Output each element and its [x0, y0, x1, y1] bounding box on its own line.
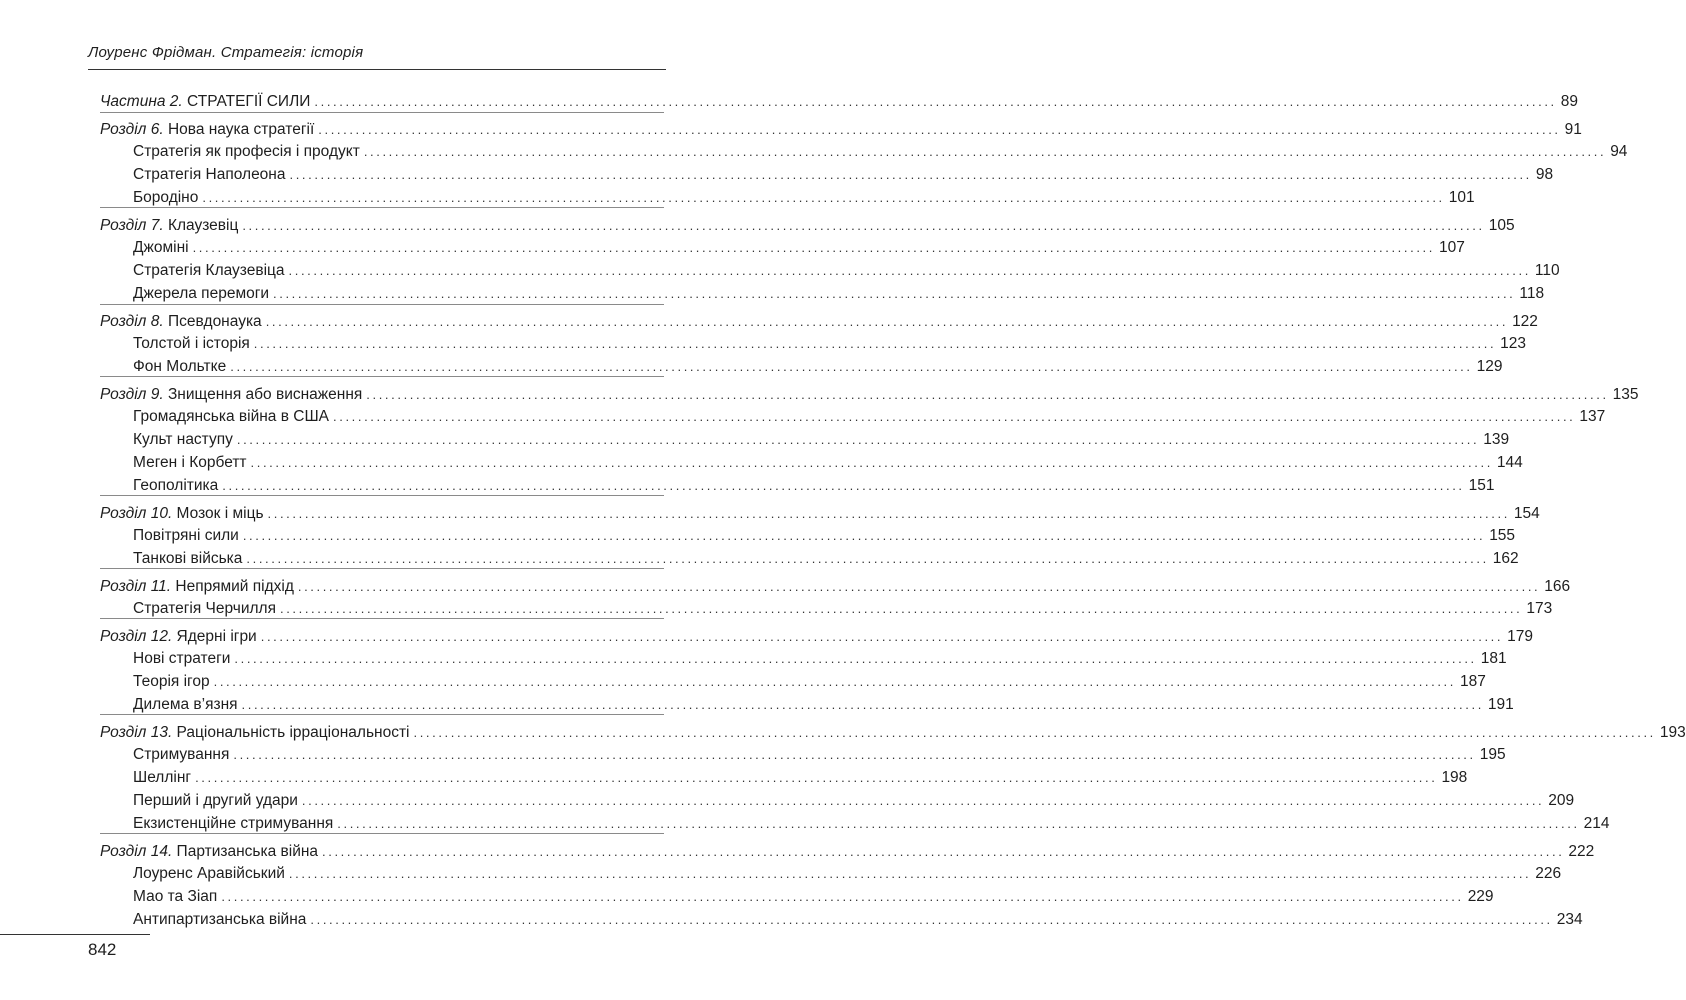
toc-entry-title	[133, 909, 306, 931]
toc-dot-leader: ........................................................................................................................................................................................................	[314, 94, 1557, 109]
toc-entry-page: 187	[1459, 673, 1486, 690]
toc-entry-page: 98	[1535, 166, 1554, 183]
toc-entry-page: 234	[1556, 911, 1583, 928]
toc-entry-page: 123	[1500, 335, 1527, 352]
toc-entry-label: Частина 2.	[100, 93, 183, 110]
toc-entry[interactable]	[100, 503, 1540, 525]
toc-entry-text: Екзистенційне стримування	[133, 815, 334, 832]
toc-dot-leader: ........................................................................................................................................................................................................	[333, 409, 1576, 424]
toc-dot-leader: ........................................................................................................................................................................................................	[363, 144, 1607, 159]
toc-entry-title	[133, 598, 276, 620]
toc-entry[interactable]	[133, 187, 1475, 209]
toc-entry-text: Нові стратеги	[133, 650, 231, 667]
toc-entry[interactable]	[133, 452, 1523, 474]
toc-entry-label: Розділ 14.	[100, 843, 173, 860]
toc-entry[interactable]	[133, 283, 1545, 305]
toc-entry-label: Розділ 13.	[100, 724, 173, 741]
toc-entry-text: Дилема в’язня	[133, 696, 238, 713]
toc-entry-title	[133, 452, 247, 474]
toc-entry-page: 191	[1487, 696, 1514, 713]
toc-entry-text: Антипартизанська війна	[133, 911, 307, 928]
toc-dot-leader: ........................................................................................................................................................................................................	[253, 336, 1497, 351]
toc-dot-leader: ........................................................................................................................................................................................................	[273, 286, 1516, 301]
toc-entry-text: СТРАТЕГІЇ СИЛИ	[182, 93, 311, 110]
toc-entry[interactable]	[133, 886, 1494, 908]
toc-dot-leader: ........................................................................................................................................................................................................	[289, 167, 1532, 182]
toc-entry-page: 155	[1489, 527, 1516, 544]
toc-entry-page: 89	[1560, 93, 1579, 110]
toc-entry-page: 101	[1448, 189, 1475, 206]
toc-dot-leader: ........................................................................................................................................................................................................	[301, 793, 1545, 808]
toc-entry-text: Перший і другий удари	[133, 792, 298, 809]
toc-entry[interactable]	[133, 525, 1516, 547]
toc-entry-text: Знищення або виснаження	[163, 386, 363, 403]
toc-entry-title	[100, 215, 238, 237]
toc-entry-text: Партизанська війна	[172, 843, 319, 860]
toc-dot-leader: ........................................................................................................................................................................................................	[413, 725, 1656, 740]
toc-entry[interactable]	[133, 260, 1560, 282]
toc-entry-page: 162	[1492, 550, 1519, 567]
toc-entry-title	[133, 260, 285, 282]
toc-entry-title	[100, 576, 294, 598]
toc-entry-title	[133, 283, 269, 305]
toc-entry-text: Джоміні	[133, 239, 189, 256]
toc-entry-text: Стратегія Клаузевіца	[133, 262, 285, 279]
toc-entry[interactable]	[133, 813, 1610, 835]
toc-entry-title	[133, 141, 360, 163]
toc-entry-title	[133, 767, 191, 789]
toc-entry-page: 193	[1659, 724, 1686, 741]
toc-entry[interactable]	[133, 141, 1628, 163]
toc-entry-page: 195	[1479, 746, 1506, 763]
toc-dot-leader: ........................................................................................................................................................................................................	[310, 912, 1553, 927]
section-divider	[100, 714, 664, 715]
toc-entry-title	[100, 91, 310, 113]
toc-dot-leader: ........................................................................................................................................................................................................	[242, 218, 1485, 233]
toc-entry-text: Псевдонаука	[163, 313, 262, 330]
toc-entry-title	[100, 841, 318, 863]
toc-entry-title	[133, 813, 333, 835]
toc-entry-text: Клаузевіц	[163, 217, 239, 234]
toc-entry[interactable]	[133, 164, 1554, 186]
toc-entry-text: Громадянська війна в США	[133, 408, 330, 425]
toc-entry[interactable]	[133, 648, 1507, 670]
toc-dot-leader: ........................................................................................................................................................................................................	[267, 506, 1510, 521]
toc-entry-text: Раціональність ірраціональності	[172, 724, 410, 741]
toc-entry-page: 154	[1513, 505, 1540, 522]
toc-entry-text: Стратегія Черчилля	[133, 600, 276, 617]
toc-entry-title	[133, 356, 226, 378]
toc-dot-leader: ........................................................................................................................................................................................................	[260, 629, 1504, 644]
toc-entry-page: 135	[1612, 386, 1639, 403]
toc-dot-leader: ........................................................................................................................................................................................................	[322, 844, 1565, 859]
toc-entry-text: Стратегія Наполеона	[133, 166, 286, 183]
toc-entry-page: 137	[1579, 408, 1606, 425]
toc-entry-page: 107	[1438, 239, 1465, 256]
toc-entry-page: 166	[1544, 578, 1571, 595]
toc-entry-page: 122	[1512, 313, 1538, 330]
section-divider	[100, 304, 664, 305]
toc-dot-leader: ........................................................................................................................................................................................................	[246, 551, 1489, 566]
footer-rule	[0, 934, 150, 935]
toc-entry-title	[133, 790, 298, 812]
toc-dot-leader: ........................................................................................................................................................................................................	[234, 651, 1477, 666]
toc-entry[interactable]	[133, 767, 1468, 789]
toc-dot-leader: ........................................................................................................................................................................................................	[250, 455, 1493, 470]
toc-entry[interactable]	[133, 237, 1465, 259]
toc-entry-text: Нова наука стратегії	[163, 121, 315, 138]
toc-dot-leader: ........................................................................................................................................................................................................	[230, 359, 1473, 374]
toc-entry-text: Теорія ігор	[133, 673, 210, 690]
toc-dot-leader: ........................................................................................................................................................................................................	[265, 314, 1509, 329]
toc-entry[interactable]	[133, 790, 1575, 812]
toc-entry-page: 139	[1483, 431, 1510, 448]
toc-entry[interactable]	[133, 406, 1606, 428]
toc-dot-leader: ........................................................................................................................................................................................................	[337, 816, 1580, 831]
toc-entry-title	[133, 648, 230, 670]
toc-entry-title	[133, 694, 238, 716]
section-divider	[100, 495, 664, 496]
toc-entry-text: Стратегія як професія і продукт	[133, 143, 360, 160]
toc-entry[interactable]	[100, 841, 1595, 863]
toc-entry-title	[100, 722, 410, 744]
toc-entry-title	[100, 626, 257, 648]
toc-entry-text: Лоуренс Аравійський	[133, 865, 285, 882]
page-number: 842	[88, 940, 117, 959]
toc-entry[interactable]	[133, 356, 1503, 378]
toc-entry[interactable]	[133, 333, 1527, 355]
toc-entry[interactable]	[100, 626, 1533, 648]
toc-entry[interactable]	[133, 744, 1506, 766]
toc-entry[interactable]	[133, 598, 1553, 620]
toc-entry-title	[133, 548, 242, 570]
toc-entry-page: 110	[1534, 262, 1560, 279]
toc-dot-leader: ........................................................................................................................................................................................................	[242, 528, 1486, 543]
toc-entry-label: Розділ 7.	[100, 217, 164, 234]
toc-dot-leader: ........................................................................................................................................................................................................	[288, 263, 1531, 278]
toc-entry[interactable]	[100, 576, 1571, 598]
toc-entry-text: Культ наступу	[133, 431, 233, 448]
toc-dot-leader: ........................................................................................................................................................................................................	[288, 866, 1532, 881]
toc-entry-page: 214	[1583, 815, 1610, 832]
toc-dot-leader: ........................................................................................................................................................................................................	[192, 240, 1435, 255]
toc-entry-title	[133, 863, 285, 885]
toc-entry[interactable]	[100, 119, 1582, 141]
toc-dot-leader: ........................................................................................................................................................................................................	[297, 579, 1541, 594]
toc-entry-title	[133, 744, 229, 766]
toc-entry-text: Толстой і історія	[133, 335, 250, 352]
toc-entry-text: Фон Мольтке	[133, 358, 227, 375]
toc-entry[interactable]	[100, 311, 1538, 333]
toc-entry-page: 151	[1468, 477, 1495, 494]
toc-entry[interactable]	[133, 909, 1583, 931]
toc-entry-page: 91	[1564, 121, 1582, 138]
toc-entry-page: 226	[1535, 865, 1562, 882]
toc-entry-text: Бородіно	[133, 189, 199, 206]
toc-entry-label: Розділ 12.	[100, 628, 173, 645]
toc-entry[interactable]	[133, 863, 1562, 885]
toc-entry-label: Розділ 8.	[100, 313, 164, 330]
toc-entry-title	[133, 333, 250, 355]
toc-entry[interactable]	[100, 384, 1639, 406]
toc-entry[interactable]	[133, 429, 1510, 451]
toc-entry-text: Повітряні сили	[133, 527, 239, 544]
toc-dot-leader: ........................................................................................................................................................................................................	[221, 889, 1464, 904]
toc-entry-title	[133, 164, 286, 186]
toc-entry[interactable]	[133, 694, 1514, 716]
toc-entry-label: Розділ 10.	[100, 505, 173, 522]
toc-entry-text: Геополітика	[133, 477, 219, 494]
toc-entry[interactable]	[100, 722, 1686, 744]
toc-entry-page: 129	[1476, 358, 1503, 375]
toc-dot-leader: ........................................................................................................................................................................................................	[318, 122, 1561, 137]
toc-entry[interactable]	[133, 548, 1519, 570]
toc-entry-text: Шеллінг	[133, 769, 192, 786]
toc-entry-page: 209	[1548, 792, 1575, 809]
toc-entry-page: 94	[1610, 143, 1628, 160]
toc-entry-title	[100, 311, 262, 333]
toc-dot-leader: ........................................................................................................................................................................................................	[202, 190, 1445, 205]
toc-entry-title	[133, 237, 189, 259]
toc-entry-label: Розділ 11.	[100, 578, 172, 595]
toc-entry-title	[133, 475, 218, 497]
toc-entry-title	[133, 429, 233, 451]
toc-entry-title	[133, 187, 198, 209]
section-divider	[100, 618, 664, 619]
section-divider	[100, 376, 664, 377]
toc-entry-title	[133, 886, 217, 908]
toc-entry-title	[100, 503, 264, 525]
toc-entry-text: Мао та Зіап	[133, 888, 218, 905]
toc-entry[interactable]	[100, 91, 1579, 113]
toc-entry-page: 173	[1526, 600, 1553, 617]
section-divider	[100, 112, 664, 113]
toc-entry-label: Розділ 6.	[100, 121, 164, 138]
toc-entry-page: 198	[1441, 769, 1468, 786]
toc-entry-label: Розділ 9.	[100, 386, 164, 403]
toc-dot-leader: ........................................................................................................................................................................................................	[222, 478, 1465, 493]
toc-entry-text: Танкові війська	[133, 550, 243, 567]
toc-entry-text: Ядерні ігри	[172, 628, 257, 645]
toc-entry[interactable]	[133, 475, 1495, 497]
toc-entry[interactable]	[133, 671, 1486, 693]
toc-dot-leader: ........................................................................................................................................................................................................	[195, 770, 1438, 785]
toc-entry-title	[100, 119, 314, 141]
toc-dot-leader: ........................................................................................................................................................................................................	[236, 432, 1480, 447]
section-divider	[100, 833, 664, 834]
toc-entry-text: Меген і Корбетт	[133, 454, 247, 471]
toc-entry-page: 181	[1480, 650, 1507, 667]
toc-entry-page: 144	[1496, 454, 1523, 471]
toc-entry-page: 222	[1568, 843, 1595, 860]
toc-dot-leader: ........................................................................................................................................................................................................	[366, 387, 1609, 402]
section-divider	[100, 207, 664, 208]
toc-entry-title	[133, 525, 239, 547]
toc-entry-title	[133, 406, 329, 428]
toc-dot-leader: ........................................................................................................................................................................................................	[213, 674, 1456, 689]
running-head-title: Лоуренс Фрідман. Стратегія: історія	[88, 44, 364, 61]
toc-dot-leader: ........................................................................................................................................................................................................	[233, 747, 1476, 762]
toc-entry-title	[100, 384, 362, 406]
toc-dot-leader: ........................................................................................................................................................................................................	[241, 697, 1484, 712]
toc-entry-title	[133, 671, 210, 693]
toc-entry-text: Стримування	[133, 746, 230, 763]
toc-entry-page: 105	[1488, 217, 1515, 234]
toc-entry[interactable]	[100, 215, 1515, 237]
toc-entry-page: 118	[1519, 285, 1545, 302]
toc-entry-text: Непрямий підхід	[171, 578, 294, 595]
toc-entry-text: Джерела перемоги	[133, 285, 270, 302]
section-divider	[100, 568, 664, 569]
toc-entry-page: 179	[1507, 628, 1533, 645]
toc-entry-text: Мозок і міць	[172, 505, 264, 522]
toc-entry-page: 229	[1467, 888, 1494, 905]
toc-dot-leader: ........................................................................................................................................................................................................	[279, 601, 1523, 616]
